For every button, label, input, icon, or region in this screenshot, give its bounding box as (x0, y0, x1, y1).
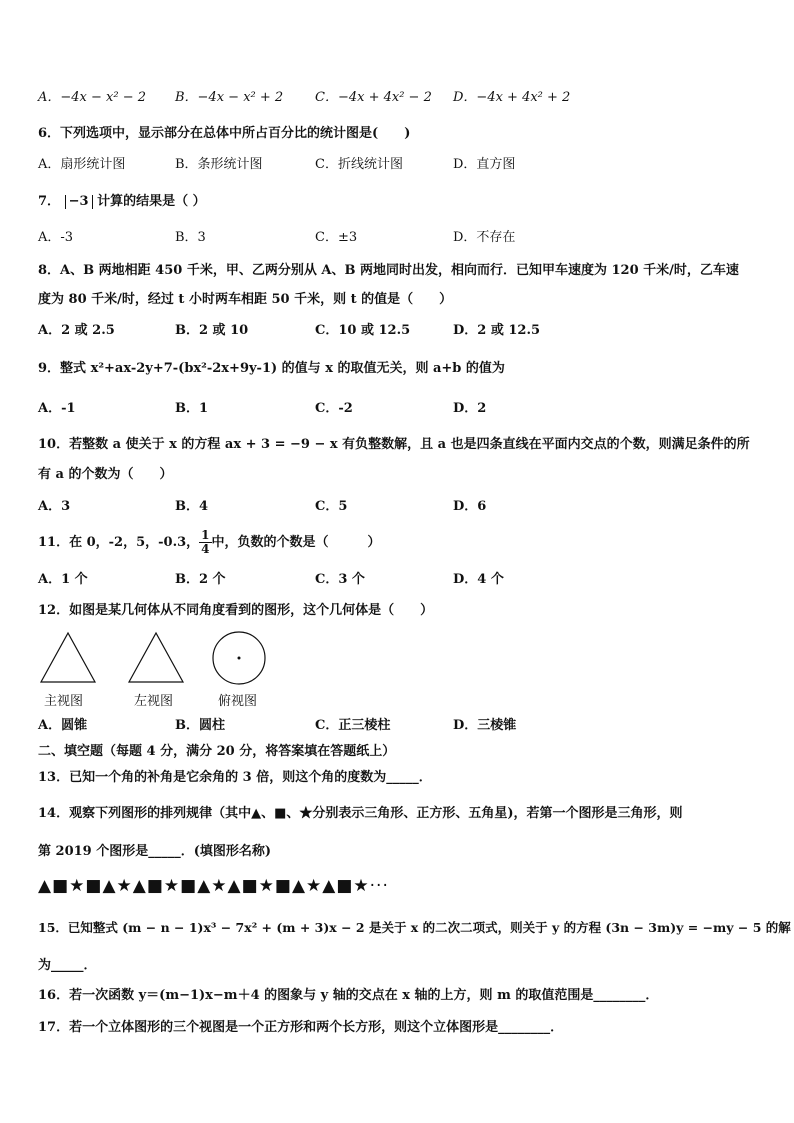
q10-stem-line2: 有 a 的个数为（ ） (38, 467, 173, 482)
q11-option-d: D．4 个 (453, 572, 504, 587)
q9-option-a: A．-1 (38, 401, 76, 416)
q14-stem-line1: 14．观察下列图形的排列规律（其中▲、■、★分别表示三角形、正方形、五角星)，若第一个图形是三角形，则 (38, 806, 683, 821)
q17-stem: 17．若一个立体图形的三个视图是一个正方形和两个长方形，则这个立体图形是________． (38, 1020, 564, 1035)
q12-views-svg (38, 628, 268, 688)
q7-number: 7． (38, 194, 61, 209)
q6-option-b: B．条形统计图 (175, 157, 263, 172)
q8-stem-line1: 8．A、B 两地相距 450 千米，甲、乙两分别从 A、B 两地同时出发，相向而行．已知甲车速度为 120 千米/时，乙车速 (38, 263, 739, 278)
q5-option-d: D．−4x + 4x² + 2 (453, 90, 571, 105)
q6-stem: 6．下列选项中，显示部分在总体中所占百分比的统计图是( ) (38, 126, 411, 141)
q10-option-d: D．6 (453, 499, 487, 514)
q12-three-views-figure (38, 628, 268, 708)
q8-option-d: D．2 或 12.5 (453, 323, 541, 338)
q9-option-c: C．-2 (315, 401, 353, 416)
section-fill-in-title: 二、填空题（每题 4 分，满分 20 分，将答案填在答题纸上） (38, 744, 396, 759)
q6-option-d: D．直方图 (453, 157, 516, 172)
q12-option-d: D．三棱锥 (453, 718, 517, 733)
q11-option-a: A．1 个 (38, 572, 88, 587)
q7-option-d: D．不存在 (453, 230, 516, 245)
q11-stem-post: 中，负数的个数是（ ） (211, 535, 381, 550)
q11-option-b: B．2 个 (175, 572, 226, 587)
front-view-caption: 主视图 (44, 694, 84, 709)
q15-stem-line1: 15．已知整式 (m − n − 1)x³ − 7x² + (m + 3)x − 2 是关于 x 的二次二项式，则关于 y 的方程 (3n − 3m)y = −my − 5 的解 (38, 920, 791, 935)
q8-option-a: A．2 或 2.5 (38, 323, 115, 338)
q11-fraction-denominator: 4 (201, 542, 210, 556)
q10-option-a: A．3 (38, 499, 71, 514)
q10-stem-line1: 10．若整数 a 使关于 x 的方程 ax + 3 = −9 − x 有负整数解，且 a 也是四条直线在平面内交点的个数，则满足条件的所 (38, 437, 750, 452)
q12-option-a: A．圆锥 (38, 718, 88, 733)
q6-option-a: A．扇形统计图 (38, 157, 126, 172)
q11-fraction-numerator: 1 (201, 528, 210, 542)
top-view-center-dot (238, 657, 241, 660)
front-view-triangle (41, 633, 95, 682)
q11-stem-line (38, 529, 381, 557)
q15-stem-line2: 为_____． (38, 958, 97, 973)
q12-option-c: C．正三棱柱 (315, 718, 391, 733)
q9-option-d: D．2 (453, 401, 487, 416)
q11-fraction (199, 529, 211, 556)
q12-stem: 12．如图是某几何体从不同角度看到的图形，这个几何体是（ ） (38, 603, 434, 618)
q7-absolute-value: −3 (65, 195, 93, 209)
q14-shape-sequence: ▲■★■▲★▲■★■▲★▲■★■▲★▲■★··· (38, 876, 389, 896)
q11-stem-pre: 11．在 0，-2，5，-0.3， (38, 535, 200, 550)
q7-option-c: C．±3 (315, 230, 358, 245)
q8-stem-line2: 度为 80 千米/时，经过 t 小时两车相距 50 千米，则 t 的值是（ ） (38, 292, 453, 307)
q16-stem: 16．若一次函数 y＝(m−1)x−m＋4 的图象与 y 轴的交点在 x 轴的上方，则 m 的取值范围是________． (38, 988, 659, 1003)
q7-option-a: A．-3 (38, 230, 74, 245)
q12-option-b: B．圆柱 (175, 718, 225, 733)
q10-option-b: B．4 (175, 499, 209, 514)
q5-option-b: B．−4x − x² + 2 (175, 90, 284, 105)
q7-stem-line (38, 192, 206, 212)
q7-stem: 计算的结果是（ ） (97, 194, 206, 209)
q8-option-b: B．2 或 10 (175, 323, 249, 338)
side-view-caption: 左视图 (134, 694, 174, 709)
q9-stem: 9．整式 x²+ax-2y+7-(bx²-2x+9y-1) 的值与 x 的取值无关，则 a+b 的值为 (38, 361, 505, 376)
q8-option-c: C．10 或 12.5 (315, 323, 411, 338)
q7-option-b: B．3 (175, 230, 206, 245)
q5-option-a: A．−4x − x² − 2 (38, 90, 147, 105)
q5-option-c: C．−4x + 4x² − 2 (315, 90, 432, 105)
side-view-triangle (129, 633, 183, 682)
q10-option-c: C．5 (315, 499, 348, 514)
q14-stem-line2: 第 2019 个图形是_____．(填图形名称) (38, 844, 272, 859)
q6-option-c: C．折线统计图 (315, 157, 403, 172)
q11-option-c: C．3 个 (315, 572, 365, 587)
top-view-caption: 俯视图 (218, 694, 258, 709)
q9-option-b: B．1 (175, 401, 209, 416)
q13-stem: 13．已知一个角的补角是它余角的 3 倍，则这个角的度数为_____． (38, 770, 432, 785)
